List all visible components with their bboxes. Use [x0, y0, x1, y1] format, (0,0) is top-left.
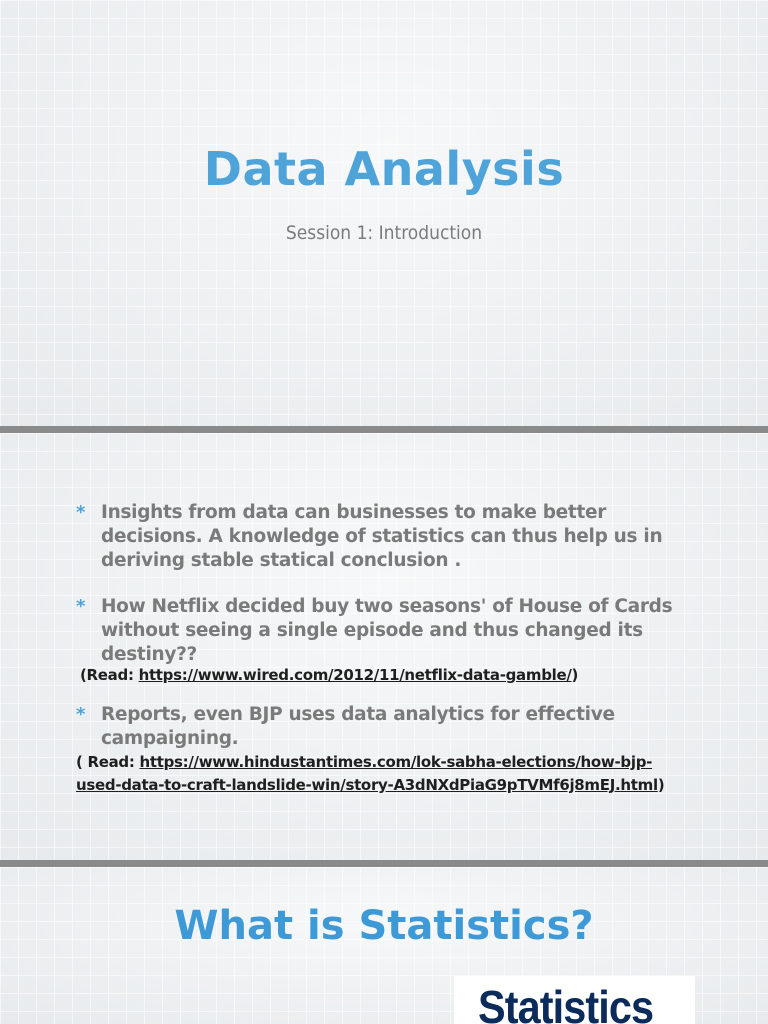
read-note-netflix — [80, 664, 578, 687]
slide-title — [0, 0, 768, 426]
read-prefix: (Read: — [80, 666, 139, 684]
slide-heading: What is Statistics? — [174, 903, 594, 949]
read-suffix: ) — [571, 666, 579, 684]
read-note-bjp — [76, 751, 696, 797]
statistics-image — [454, 976, 695, 1024]
bullet-asterisk-icon: * — [76, 502, 86, 523]
slide-insights — [0, 433, 768, 860]
statistics-image-text: Statistics — [478, 981, 654, 1024]
bullet-list — [74, 501, 704, 689]
bullet-item — [74, 501, 704, 573]
bjp-article-link[interactable]: https://www.hindustantimes.com/lok-sabha-elections/how-bjp-used-data-to-craft-landslide-win/story-A3dNXdPiaG9pTVMf6j8mEJ.html — [76, 753, 658, 794]
bullet-text: Insights from data can businesses to make better decisions. A knowledge of statistics can thus help us in deriving stable statical conclusion . — [101, 502, 663, 571]
slide-what-is-statistics — [0, 867, 768, 1024]
netflix-article-link[interactable]: https://www.wired.com/2012/11/netflix-data-gamble/ — [138, 666, 572, 684]
bullet-asterisk-icon: * — [76, 596, 86, 617]
read-prefix: ( Read: — [76, 753, 140, 771]
bullet-asterisk-icon: * — [76, 704, 86, 725]
read-suffix: ) — [657, 776, 665, 794]
slide-title-heading: Data Analysis — [203, 142, 565, 196]
bullet-text: How Netflix decided buy two seasons' of House of Cards without seeing a single episode and thus changed its destiny?? — [101, 596, 673, 665]
bullet-item — [74, 703, 704, 751]
bullet-item — [74, 595, 704, 667]
bullet-text: Reports, even BJP uses data analytics for effective campaigning. — [101, 704, 615, 749]
slide-subtitle: Session 1: Introduction — [285, 222, 483, 244]
